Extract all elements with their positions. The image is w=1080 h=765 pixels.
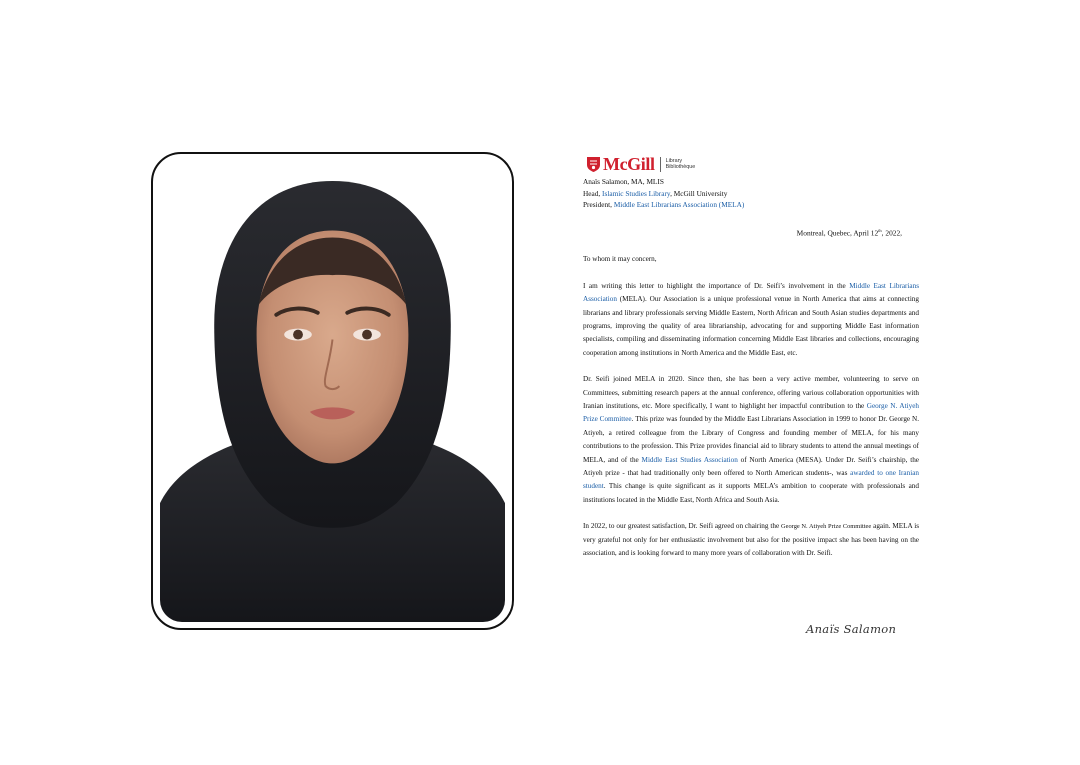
p3-text-b: again. MELA is very grateful not only for her enthusiastic involvement but also for the positive impact she has been having on the association, and is looking forward to many more years of collaboration with Dr. Seifi.	[583, 522, 920, 558]
signature: Anaïs Salamon	[806, 622, 897, 636]
paragraph-1	[583, 280, 919, 360]
letter-date	[583, 224, 919, 240]
p1-text-a: I am writing this letter to highlight the importance of Dr. Seifi’s involvement in the	[583, 281, 850, 290]
islamic-studies-library-link[interactable]: Islamic Studies Library	[602, 188, 671, 198]
p2-text-b: . This prize was founded by the Middle East Librarians Association in 1999 to honor Dr. George N. Atiyeh, a retired colleague from the Library of Congress and founding member of MELA, for his many contributions to the profession. This Prize provides financial aid to library students to attend the annual meetings of MELA, and of the	[583, 415, 919, 464]
mela-website-link[interactable]: Middle East Librarians Association	[583, 281, 919, 304]
p2-text-a: Dr. Seifi joined MELA in 2020. Since then, she has been a very active member, volunteering to serve on Committees, submitting research papers at the annual conference, offering various collaboration opportunities with Iranian institutions, etc. More specifically, I want to highlight her impactful contribution to the	[583, 375, 919, 411]
mesa-link[interactable]: Middle East Studies Association	[641, 455, 738, 464]
logo-sub-en: Library	[665, 157, 683, 164]
portrait-photo	[160, 176, 505, 622]
iranian-student-award-link[interactable]: awarded to one Iranian student	[583, 469, 919, 491]
president-prefix: President,	[583, 200, 614, 209]
date-text: Montreal, Quebec, April 12	[796, 227, 879, 237]
logo-sub-fr: Bibliothèque	[665, 164, 696, 170]
paragraph-3	[583, 520, 919, 560]
portrait-frame	[151, 152, 514, 630]
logo-subtitle	[666, 158, 696, 171]
p2-text-c: of North America (MESA). Under Dr. Seifi’s chairship, the Atiyeh prize - that had traditionally only been offered to North American students-, was	[583, 455, 919, 478]
p2-text-d: . This change is quite significant as it supports MELA’s ambition to cooperate with professionals and institutions located in the Middle East, North Africa and South Asia.	[583, 482, 919, 504]
head-prefix: Head,	[583, 188, 603, 198]
author-president-line	[583, 199, 919, 211]
letter	[583, 154, 919, 561]
date-ordinal: th	[878, 227, 882, 233]
salutation: To whom it may concern,	[583, 255, 657, 264]
logo-wordmark: McGill	[603, 154, 655, 174]
author-head-line	[583, 188, 919, 200]
mcgill-library-logo	[583, 154, 919, 174]
mcgill-crest-icon	[587, 157, 600, 172]
paragraph-2	[583, 373, 919, 507]
p1-text-b: (MELA). Our Association is a unique professional venue in North America that aims at connecting librarians and library professionals serving Middle Eastern, North African and South Asian studies departments and programs, improving the quality of area librarianship, advocating for and supporting Middle East information specialists, compiling and disseminating information concerning Middle East libraries and collections, encouraging cooperation among institutions in North America and the Middle East, etc.	[583, 295, 919, 357]
head-suffix: , McGill University	[670, 188, 728, 198]
author-name: Anaïs Salamon, MA, MLIS	[583, 177, 664, 186]
p3-committee-name: George N. Atiyeh Prize Committee	[781, 523, 872, 531]
atiyeh-prize-committee-link[interactable]: George N. Atiyeh Prize Committee	[583, 402, 919, 424]
logo-divider	[660, 157, 661, 172]
date-year: , 2022,	[881, 227, 902, 237]
p3-text-a: In 2022, to our greatest satisfaction, Dr. Seifi agreed on chairing the	[583, 522, 782, 531]
mela-link[interactable]: Middle East Librarians Association (MELA)	[613, 200, 745, 209]
